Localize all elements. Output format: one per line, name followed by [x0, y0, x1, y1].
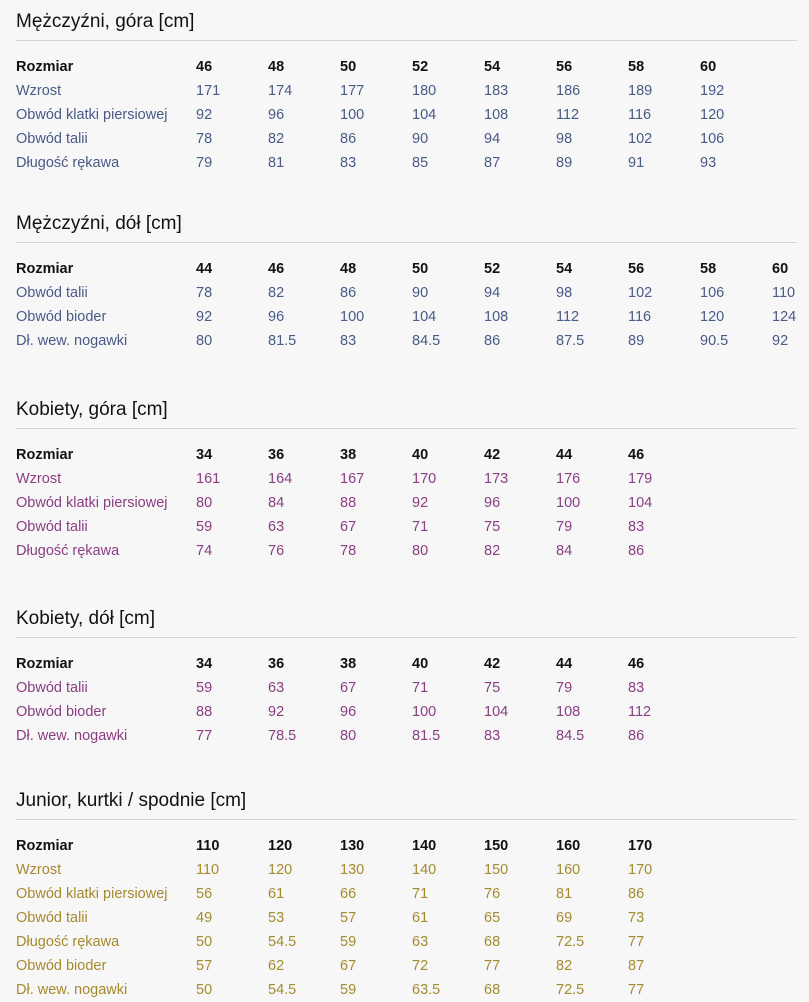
section-divider: [16, 40, 797, 41]
table-cell: 78: [340, 543, 357, 559]
table-cell: 75: [484, 519, 501, 535]
table-cell: 81: [268, 155, 285, 171]
table-cell: 104: [628, 495, 653, 511]
table-row: [16, 978, 797, 1002]
table-cell: 92: [772, 333, 789, 349]
size-section-junior: [16, 787, 797, 1002]
header-size: 58: [628, 59, 645, 75]
table-cell: 54.5: [268, 934, 297, 950]
table-cell: 98: [556, 285, 573, 301]
table-row: [16, 329, 797, 353]
table-cell: 88: [196, 704, 213, 720]
table-cell: 164: [268, 471, 293, 487]
table-cell: 96: [268, 107, 285, 123]
table-cell: 86: [628, 728, 645, 744]
size-section-men-bottom: [16, 210, 797, 353]
table-cell: 86: [628, 543, 645, 559]
table-cell: 98: [556, 131, 573, 147]
table-row: [16, 858, 797, 882]
row-label: Obwód bioder: [16, 309, 107, 325]
header-size: 54: [556, 261, 573, 277]
table-cell: 177: [340, 83, 365, 99]
header-size: 34: [196, 447, 213, 463]
table-cell: 77: [196, 728, 213, 744]
table-cell: 80: [340, 728, 357, 744]
table-row: [16, 930, 797, 954]
header-size: 46: [196, 59, 213, 75]
header-size: 40: [412, 656, 429, 672]
row-label: Wzrost: [16, 471, 62, 487]
table-row: [16, 724, 797, 748]
table-cell: 57: [340, 910, 357, 926]
table-cell: 116: [628, 309, 652, 325]
row-label: Długość rękawa: [16, 543, 120, 559]
row-label: Obwód talii: [16, 285, 88, 301]
header-size: 44: [556, 656, 573, 672]
table-cell: 84: [268, 495, 285, 511]
table-cell: 94: [484, 131, 501, 147]
table-cell: 79: [196, 155, 213, 171]
table-cell: 167: [340, 471, 365, 487]
section-divider: [16, 242, 797, 243]
table-cell: 59: [196, 519, 213, 535]
header-size: 60: [772, 261, 789, 277]
table-cell: 86: [484, 333, 501, 349]
table-cell: 67: [340, 519, 357, 535]
table-cell: 79: [556, 680, 573, 696]
table-cell: 61: [268, 886, 285, 902]
header-size: 34: [196, 656, 213, 672]
table-cell: 59: [196, 680, 213, 696]
row-label: Wzrost: [16, 83, 62, 99]
table-cell: 69: [556, 910, 573, 926]
table-cell: 112: [556, 107, 580, 123]
table-cell: 104: [412, 309, 437, 325]
size-section-men-top: [16, 8, 797, 175]
row-label: Obwód klatki piersiowej: [16, 886, 168, 902]
table-cell: 82: [484, 543, 501, 559]
header-label: Rozmiar: [16, 447, 74, 463]
header-size: 52: [484, 261, 501, 277]
table-cell: 77: [628, 982, 645, 998]
table-cell: 72.5: [556, 982, 585, 998]
table-cell: 57: [196, 958, 213, 974]
table-cell: 63: [412, 934, 429, 950]
table-cell: 72.5: [556, 934, 585, 950]
table-cell: 110: [196, 862, 220, 878]
row-label: Długość rękawa: [16, 934, 120, 950]
table-cell: 83: [340, 333, 357, 349]
table-cell: 76: [268, 543, 285, 559]
table-cell: 82: [556, 958, 573, 974]
table-cell: 110: [772, 285, 796, 301]
table-cell: 171: [196, 83, 221, 99]
header-size: 130: [340, 838, 365, 854]
table-cell: 63.5: [412, 982, 441, 998]
table-cell: 176: [556, 471, 581, 487]
table-cell: 89: [628, 333, 645, 349]
table-cell: 92: [268, 704, 285, 720]
table-cell: 189: [628, 83, 653, 99]
header-size: 48: [268, 59, 285, 75]
table-cell: 108: [556, 704, 581, 720]
table-row: [16, 281, 797, 305]
table-cell: 106: [700, 285, 725, 301]
header-size: 38: [340, 447, 357, 463]
table-cell: 90: [412, 285, 429, 301]
table-cell: 68: [484, 934, 501, 950]
table-cell: 150: [484, 862, 509, 878]
table-header-row: [16, 55, 797, 79]
table-cell: 96: [340, 704, 357, 720]
table-cell: 83: [628, 519, 645, 535]
table-cell: 174: [268, 83, 293, 99]
header-size: 44: [556, 447, 573, 463]
header-size: 58: [700, 261, 717, 277]
table-cell: 50: [196, 982, 213, 998]
table-cell: 108: [484, 309, 509, 325]
table-cell: 180: [412, 83, 437, 99]
section-divider: [16, 637, 797, 638]
header-size: 46: [628, 656, 645, 672]
table-cell: 106: [700, 131, 725, 147]
table-cell: 78: [196, 285, 213, 301]
table-row: [16, 539, 797, 563]
table-cell: 84.5: [412, 333, 441, 349]
section-title: Junior, kurtki / spodnie [cm]: [16, 790, 247, 811]
table-cell: 77: [628, 934, 645, 950]
table-cell: 100: [412, 704, 437, 720]
table-header-row: [16, 443, 797, 467]
table-row: [16, 882, 797, 906]
table-cell: 63: [268, 519, 285, 535]
table-row: [16, 305, 797, 329]
table-cell: 78: [196, 131, 213, 147]
table-cell: 92: [196, 107, 213, 123]
row-label: Obwód bioder: [16, 958, 107, 974]
header-size: 42: [484, 447, 501, 463]
table-cell: 120: [268, 862, 293, 878]
table-row: [16, 676, 797, 700]
table-row: [16, 103, 797, 127]
table-cell: 100: [340, 107, 365, 123]
header-size: 44: [196, 261, 213, 277]
row-label: Obwód klatki piersiowej: [16, 495, 168, 511]
header-size: 50: [340, 59, 357, 75]
table-header-row: [16, 652, 797, 676]
row-label: Obwód talii: [16, 131, 88, 147]
row-label: Dł. wew. nogawki: [16, 333, 128, 349]
row-label: Długość rękawa: [16, 155, 120, 171]
table-row: [16, 700, 797, 724]
table-cell: 112: [628, 704, 652, 720]
row-label: Obwód bioder: [16, 704, 107, 720]
table-cell: 100: [556, 495, 581, 511]
table-cell: 120: [700, 309, 725, 325]
table-cell: 96: [268, 309, 285, 325]
table-cell: 108: [484, 107, 509, 123]
header-size: 36: [268, 447, 285, 463]
table-cell: 67: [340, 958, 357, 974]
row-label: Obwód klatki piersiowej: [16, 107, 168, 123]
table-cell: 73: [628, 910, 645, 926]
table-cell: 78.5: [268, 728, 297, 744]
section-divider: [16, 428, 797, 429]
header-size: 56: [628, 261, 645, 277]
table-cell: 192: [700, 83, 725, 99]
table-cell: 54.5: [268, 982, 297, 998]
row-label: Obwód talii: [16, 910, 88, 926]
table-cell: 81.5: [268, 333, 297, 349]
table-cell: 82: [268, 131, 285, 147]
table-cell: 140: [412, 862, 437, 878]
table-cell: 104: [412, 107, 437, 123]
size-table: [16, 55, 797, 175]
table-cell: 83: [340, 155, 357, 171]
size-section-women-bottom: [16, 605, 797, 748]
table-cell: 84: [556, 543, 573, 559]
table-row: [16, 79, 797, 103]
table-row: [16, 515, 797, 539]
table-cell: 96: [484, 495, 501, 511]
table-cell: 71: [412, 886, 429, 902]
table-cell: 92: [196, 309, 213, 325]
header-size: 170: [628, 838, 653, 854]
table-cell: 63: [268, 680, 285, 696]
table-cell: 86: [340, 285, 357, 301]
table-row: [16, 151, 797, 175]
header-size: 50: [412, 261, 429, 277]
table-cell: 170: [412, 471, 437, 487]
table-cell: 87: [484, 155, 501, 171]
table-cell: 83: [628, 680, 645, 696]
table-cell: 79: [556, 519, 573, 535]
table-cell: 65: [484, 910, 501, 926]
table-cell: 94: [484, 285, 501, 301]
row-label: Wzrost: [16, 862, 62, 878]
row-label: Obwód talii: [16, 519, 88, 535]
table-cell: 85: [412, 155, 429, 171]
table-cell: 186: [556, 83, 581, 99]
table-cell: 161: [196, 471, 221, 487]
header-size: 56: [556, 59, 573, 75]
header-size: 46: [268, 261, 285, 277]
table-cell: 179: [628, 471, 653, 487]
table-cell: 170: [628, 862, 653, 878]
section-title: Kobiety, góra [cm]: [16, 399, 168, 420]
size-table: [16, 257, 797, 353]
row-label: Dł. wew. nogawki: [16, 982, 128, 998]
table-cell: 80: [196, 333, 213, 349]
size-table: [16, 443, 797, 563]
header-size: 150: [484, 838, 509, 854]
table-cell: 92: [412, 495, 429, 511]
table-row: [16, 127, 797, 151]
table-cell: 62: [268, 958, 285, 974]
table-cell: 56: [196, 886, 213, 902]
header-size: 38: [340, 656, 357, 672]
header-size: 48: [340, 261, 357, 277]
table-cell: 76: [484, 886, 501, 902]
section-divider: [16, 819, 797, 820]
table-cell: 124: [772, 309, 797, 325]
table-cell: 61: [412, 910, 429, 926]
table-cell: 71: [412, 680, 429, 696]
table-cell: 160: [556, 862, 581, 878]
header-size: 140: [412, 838, 437, 854]
size-table: [16, 652, 797, 748]
header-size: 54: [484, 59, 501, 75]
table-cell: 81: [556, 886, 573, 902]
table-cell: 88: [340, 495, 357, 511]
table-cell: 59: [340, 982, 357, 998]
header-label: Rozmiar: [16, 838, 74, 854]
header-size: 40: [412, 447, 429, 463]
table-header-row: [16, 257, 797, 281]
table-cell: 100: [340, 309, 365, 325]
header-size: 52: [412, 59, 429, 75]
table-cell: 49: [196, 910, 213, 926]
table-header-row: [16, 834, 797, 858]
table-cell: 74: [196, 543, 213, 559]
row-label: Dł. wew. nogawki: [16, 728, 128, 744]
table-cell: 82: [268, 285, 285, 301]
table-cell: 112: [556, 309, 580, 325]
size-section-women-top: [16, 396, 797, 563]
table-cell: 84.5: [556, 728, 585, 744]
table-cell: 75: [484, 680, 501, 696]
table-cell: 86: [628, 886, 645, 902]
table-cell: 59: [340, 934, 357, 950]
table-cell: 173: [484, 471, 509, 487]
table-cell: 80: [412, 543, 429, 559]
header-size: 42: [484, 656, 501, 672]
table-cell: 81.5: [412, 728, 441, 744]
row-label: Obwód talii: [16, 680, 88, 696]
table-row: [16, 491, 797, 515]
section-title: Kobiety, dół [cm]: [16, 608, 156, 629]
table-cell: 66: [340, 886, 357, 902]
table-row: [16, 906, 797, 930]
size-table: [16, 834, 797, 1002]
table-cell: 86: [340, 131, 357, 147]
table-row: [16, 467, 797, 491]
table-cell: 87: [628, 958, 645, 974]
table-cell: 72: [412, 958, 429, 974]
table-cell: 68: [484, 982, 501, 998]
table-cell: 102: [628, 131, 653, 147]
table-cell: 89: [556, 155, 573, 171]
header-size: 36: [268, 656, 285, 672]
table-cell: 77: [484, 958, 501, 974]
header-size: 46: [628, 447, 645, 463]
table-cell: 83: [484, 728, 501, 744]
header-label: Rozmiar: [16, 656, 74, 672]
table-cell: 93: [700, 155, 717, 171]
section-title: Mężczyźni, góra [cm]: [16, 11, 195, 32]
table-cell: 67: [340, 680, 357, 696]
table-cell: 90.5: [700, 333, 729, 349]
table-cell: 104: [484, 704, 509, 720]
header-size: 120: [268, 838, 293, 854]
table-cell: 53: [268, 910, 285, 926]
section-title: Mężczyźni, dół [cm]: [16, 213, 182, 234]
table-cell: 91: [628, 155, 645, 171]
table-cell: 90: [412, 131, 429, 147]
table-cell: 71: [412, 519, 429, 535]
table-cell: 50: [196, 934, 213, 950]
header-label: Rozmiar: [16, 59, 74, 75]
header-label: Rozmiar: [16, 261, 74, 277]
table-cell: 120: [700, 107, 725, 123]
table-cell: 102: [628, 285, 653, 301]
table-cell: 183: [484, 83, 509, 99]
table-cell: 87.5: [556, 333, 585, 349]
table-cell: 116: [628, 107, 652, 123]
table-cell: 80: [196, 495, 213, 511]
header-size: 60: [700, 59, 717, 75]
table-cell: 130: [340, 862, 365, 878]
header-size: 160: [556, 838, 581, 854]
header-size: 110: [196, 838, 220, 854]
table-row: [16, 954, 797, 978]
